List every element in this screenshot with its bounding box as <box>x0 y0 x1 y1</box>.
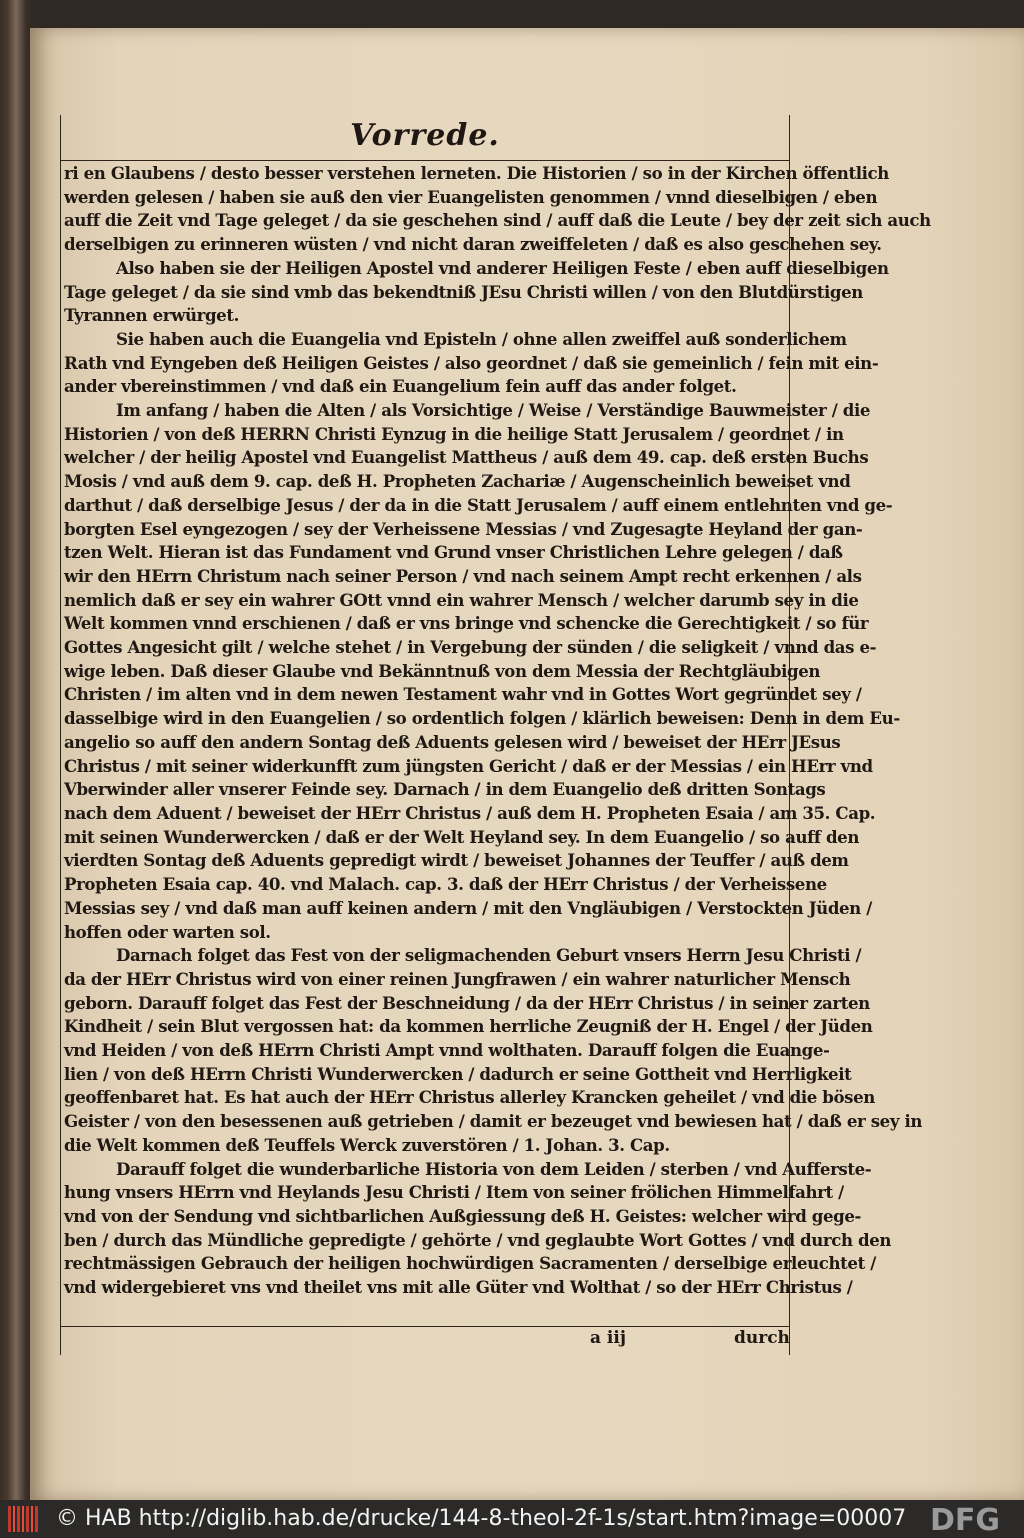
copyright-link[interactable]: © HAB http://diglib.hab.de/drucke/144-8-theol-2f-1s/start.htm?image=00007 <box>56 1506 907 1531</box>
text-line: hoffen oder warten sol. <box>64 921 271 942</box>
text-line: ander vbereinstimmen / vnd daß ein Euangelium fein auff das ander folget. <box>64 376 737 397</box>
text-line: vnd von der Sendung vnd sichtbarlichen Außgiessung deß H. Geistes: welcher wird gege- <box>64 1205 862 1226</box>
text-line: Mosis / vnd auß dem 9. cap. deß H. Propheten Zachariæ / Augenscheinlich beweiset vnd <box>64 471 851 492</box>
text-line: Sie haben auch die Euangelia vnd Episteln / ohne allen zweiffel auß sonderlichem <box>116 328 847 349</box>
text-line: Gottes Angesicht gilt / welche stehet / in Vergebung der sünden / die seligkeit / vnnd das e- <box>64 637 877 658</box>
text-line: wir den HErrn Christum nach seiner Person / vnd nach seinem Ampt recht erkennen / als <box>64 565 862 586</box>
text-line: geoffenbaret hat. Es hat auch der HErr Christus allerley Krancken geheilet / vnd die bösen <box>64 1087 875 1108</box>
text-line: Welt kommen vnnd erschienen / daß er vns bringe vnd schencke die Gerechtigkeit / so für <box>64 613 869 634</box>
viewer-footer-bar <box>0 1500 1024 1538</box>
signature-mark: a iij <box>590 1328 627 1348</box>
dfg-logo: DFG <box>930 1503 1001 1538</box>
text-line: Vberwinder aller vnserer Feinde sey. Darnach / in dem Euangelio deß dritten Sontags <box>64 779 826 800</box>
body-text <box>64 162 931 1300</box>
text-line: Kindheit / sein Blut vergossen hat: da kommen herrliche Zeugniß der H. Engel / der Jüden <box>64 1016 873 1037</box>
text-line: lien / von deß HErrn Christi Wunderwercken / dadurch er seine Gottheit vnd Herrligkeit <box>64 1063 852 1084</box>
text-line: angelio so auff den andern Sontag deß Aduents gelesen wird / beweiset der HErr JEsus <box>64 731 841 752</box>
text-line: darthut / daß derselbige Jesus / der da in die Statt Jerusalem / auff einem entlehnten vnd ge- <box>64 494 893 515</box>
text-line: Tage geleget / da sie sind vmb das bekendtniß JEsu Christi willen / von den Blutdürstigen <box>64 281 863 302</box>
text-line: Geister / von den besessenen auß getrieben / damit er bezeuget vnd bewiesen hat / daß er sey in <box>64 1111 923 1132</box>
text-line: Rath vnd Eyngeben deß Heiligen Geistes / also geordnet / daß sie gemeinlich / fein mit ein- <box>64 352 879 373</box>
text-line: tzen Welt. Hieran ist das Fundament vnd Grund vnser Christlichen Lehre gelegen / daß <box>64 542 843 563</box>
text-line: vierdten Sontag deß Aduents gepredigt wirdt / beweiset Johannes der Teuffer / auß dem <box>64 850 849 871</box>
text-line: nach dem Aduent / beweiset der HErr Christus / auß dem H. Propheten Esaia / am 35. Cap. <box>64 802 876 823</box>
text-line: vnd Heiden / von deß HErrn Christi Ampt vnnd wolthaten. Darauff folgen die Euange- <box>64 1040 830 1061</box>
barcode-icon <box>8 1506 40 1532</box>
text-line: borgten Esel eyngezogen / sey der Verheissene Messias / vnd Zugesagte Heyland der gan- <box>64 518 863 539</box>
catchword: durch <box>734 1328 790 1348</box>
text-line: ri en Glaubens / desto besser verstehen lerneten. Die Historien / so in der Kirchen öffentlich <box>64 163 889 183</box>
text-line: Christus / mit seiner widerkunfft zum jüngsten Gericht / daß er der Messias / ein HErr vnd <box>64 755 873 776</box>
text-line: Tyrannen erwürget. <box>64 305 239 326</box>
text-line: Darauff folget die wunderbarliche Historia von dem Leiden / sterben / vnd Aufferste- <box>116 1158 872 1179</box>
text-line: dasselbige wird in den Euangelien / so ordentlich folgen / klärlich beweisen: Denn in dem Eu- <box>64 708 900 729</box>
text-line: Im anfang / haben die Alten / als Vorsichtige / Weise / Verständige Bauwmeister / die <box>116 400 871 421</box>
text-line: Also haben sie der Heiligen Apostel vnd anderer Heiligen Feste / eben auff dieselbigen <box>116 257 889 278</box>
text-line: Historien / von deß HERRN Christi Eynzug in die heilige Statt Jerusalem / geordnet / in <box>64 423 844 444</box>
header-rule <box>60 160 790 161</box>
text-line: Darnach folget das Fest von der seligmachenden Geburt vnsers Herrn Jesu Christi / <box>116 945 862 966</box>
text-line: Propheten Esaia cap. 40. vnd Malach. cap. 3. daß der HErr Christus / der Verheissene <box>64 874 827 895</box>
text-line: welcher / der heilig Apostel vnd Euangelist Mattheus / auß dem 49. cap. deß ersten Buchs <box>64 447 869 468</box>
running-head: Vorrede. <box>350 118 500 153</box>
text-line: hung vnsers HErrn vnd Heylands Jesu Christi / Item von seiner frölichen Himmelfahrt / <box>64 1182 844 1203</box>
text-line: auff die Zeit vnd Tage geleget / da sie geschehen sind / auff daß die Leute / bey der zeit sich auch <box>64 210 931 231</box>
text-line: derselbigen zu erinneren wüsten / vnd nicht daran zweiffeleten / daß es also geschehen sey. <box>64 234 882 255</box>
text-line: werden gelesen / haben sie auß den vier Euangelisten genommen / vnnd dieselbigen / eben <box>64 186 878 207</box>
footer-rule <box>60 1326 790 1327</box>
text-line: Christen / im alten vnd in dem newen Testament wahr vnd in Gottes Wort gegründet sey / <box>64 684 862 705</box>
text-line: da der HErr Christus wird von einer reinen Jungfrawen / ein wahrer naturlicher Mensch <box>64 968 851 989</box>
text-line: rechtmässigen Gebrauch der heiligen hochwürdigen Sacramenten / derselbige erleuchtet / <box>64 1253 876 1274</box>
text-line: die Welt kommen deß Teuffels Werck zuverstören / 1. Johan. 3. Cap. <box>64 1134 670 1155</box>
text-line: geborn. Darauff folget das Fest der Beschneidung / da der HErr Christus / in seiner zarten <box>64 992 870 1013</box>
text-line: nemlich daß er sey ein wahrer GOtt vnnd ein wahrer Mensch / welcher darumb sey in die <box>64 589 859 610</box>
text-line: Messias sey / vnd daß man auff keinen andern / mit den Vngläubigen / Verstockten Jüden / <box>64 897 872 918</box>
text-line: vnd widergebieret vns vnd theilet vns mit alle Güter vnd Wolthat / so der HErr Christus / <box>64 1277 853 1298</box>
text-line: mit seinen Wunderwercken / daß er der Welt Heyland sey. In dem Euangelio / so auff den <box>64 826 859 847</box>
text-line: wige leben. Daß dieser Glaube vnd Bekänntnuß von dem Messia der Rechtgläubigen <box>64 660 821 681</box>
text-line: ben / durch das Mündliche gepredigte / gehörte / vnd geglaubte Wort Gottes / vnd durch den <box>64 1229 892 1250</box>
